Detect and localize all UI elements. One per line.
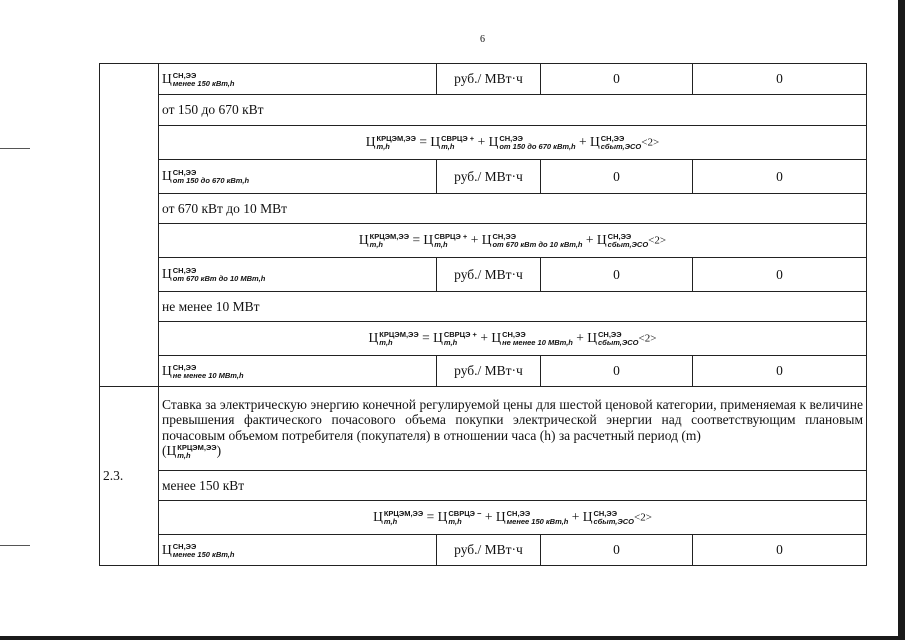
table-row [100, 292, 867, 322]
table-row [100, 535, 867, 566]
table-row [100, 126, 867, 160]
table-row [100, 194, 867, 224]
scan-mark [0, 545, 30, 546]
value-cell: 0 [693, 64, 867, 95]
table-row [100, 356, 867, 387]
formula-cell: Ц КРЦЭМ,ЭЭ m,h = Ц СВРЦЭ + m,h + Ц СН,ЭЭ от 670 кВт до 10 кВт,h + Ц СН,ЭЭ сбыт,ЭСО <2> [159, 224, 867, 258]
unit-cell: руб./ МВт·ч [437, 160, 541, 194]
value-cell: 0 [541, 535, 693, 566]
table-row [100, 258, 867, 292]
item-number: 2.3. [100, 387, 159, 566]
unit-cell: руб./ МВт·ч [437, 258, 541, 292]
page-number: 6 [480, 34, 485, 45]
table-row [100, 224, 867, 258]
range-heading: менее 150 кВт [159, 471, 867, 501]
rate-symbol-cell: Ц СН,ЭЭ не менее 10 МВт,h [159, 356, 437, 387]
table-row [100, 471, 867, 501]
unit-cell: руб./ МВт·ч [437, 356, 541, 387]
scan-mark [0, 148, 30, 149]
value-cell: 0 [541, 356, 693, 387]
formula-cell: Ц КРЦЭМ,ЭЭ m,h = Ц СВРЦЭ + m,h + Ц СН,ЭЭ от 150 до 670 кВт,h + Ц СН,ЭЭ сбыт,ЭСО <2> [159, 126, 867, 160]
table-row [100, 501, 867, 535]
table-row [100, 160, 867, 194]
rate-symbol-cell: Ц СН,ЭЭ менее 150 кВт,h [159, 64, 437, 95]
item-description: Ставка за электрическую энергию конечной регулируемой цены для шестой ценовой категории, применяемая к величине превышения фактического почасового объема покупки электрической энергии над соответствующим плановым почасовым объемом потребителя (покупателя) в отношении часа (h) за расчетный период (m) (Ц КРЦЭМ,ЭЭ m,h ) [159, 387, 867, 471]
rate-symbol-cell: Ц СН,ЭЭ менее 150 кВт,h [159, 535, 437, 566]
unit-cell: руб./ МВт·ч [437, 64, 541, 95]
formula-cell: Ц КРЦЭМ,ЭЭ m,h = Ц СВРЦЭ − m,h + Ц СН,ЭЭ менее 150 кВт,h + Ц СН,ЭЭ сбыт,ЭСО <2> [159, 501, 867, 535]
value-cell: 0 [541, 258, 693, 292]
rate-symbol-cell: Ц СН,ЭЭ от 150 до 670 кВт,h [159, 160, 437, 194]
value-cell: 0 [693, 356, 867, 387]
range-heading: от 670 кВт до 10 МВт [159, 194, 867, 224]
value-cell: 0 [693, 160, 867, 194]
scan-border-right [898, 0, 905, 640]
table-row [100, 95, 867, 126]
item-number-cell-blank [100, 64, 159, 387]
tariff-table [99, 63, 867, 566]
rate-symbol-cell: Ц СН,ЭЭ от 670 кВт до 10 МВт,h [159, 258, 437, 292]
table-row [100, 322, 867, 356]
scan-border-bottom [0, 636, 905, 640]
range-heading: не менее 10 МВт [159, 292, 867, 322]
unit-cell: руб./ МВт·ч [437, 535, 541, 566]
table-row [100, 387, 867, 471]
table-row [100, 64, 867, 95]
range-heading: от 150 до 670 кВт [159, 95, 867, 126]
value-cell: 0 [693, 258, 867, 292]
formula-cell: Ц КРЦЭМ,ЭЭ m,h = Ц СВРЦЭ + m,h + Ц СН,ЭЭ не менее 10 МВт,h + Ц СН,ЭЭ сбыт,ЭСО <2> [159, 322, 867, 356]
value-cell: 0 [693, 535, 867, 566]
value-cell: 0 [541, 160, 693, 194]
value-cell: 0 [541, 64, 693, 95]
